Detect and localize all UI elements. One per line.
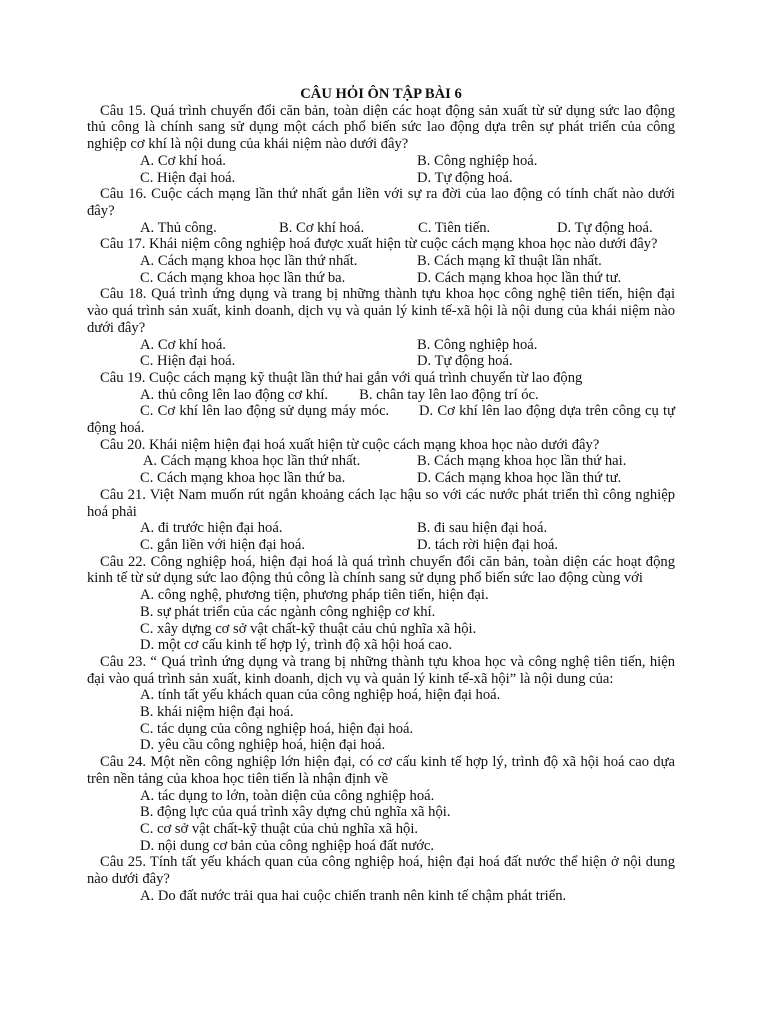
answer-option: A. tính tất yếu khách quan của công nghiệp hoá, hiện đại hoá.: [140, 687, 501, 704]
answer-option: C. tác dụng của công nghiệp hoá, hiện đại hoá.: [140, 720, 414, 737]
question-text: Câu 19. Cuộc cách mạng kỹ thuật lần thứ hai gắn với quá trình chuyển từ lao động: [100, 369, 583, 386]
question-text: Câu 25. Tính tất yếu khách quan của công nghiệp hoá, hiện đại hoá đất nước thể hiện ở nội dung nào dưới đây?: [87, 854, 675, 888]
answer-option: B. Cơ khí hoá.: [279, 219, 365, 236]
answer-option: A. đi trước hiện đại hoá.: [140, 520, 283, 537]
answer-option: A. tác dụng to lớn, toàn diện của công nghiệp hoá.: [140, 787, 435, 804]
answer-option: C. Cách mạng khoa học lần thứ ba.: [140, 470, 346, 487]
answer-option: A. công nghệ, phương tiện, phương pháp tiên tiến, hiện đại.: [140, 587, 489, 604]
answer-row: [87, 353, 675, 370]
question-text: Câu 18. Quá trình ứng dụng và trang bị những thành tựu khoa học công nghệ tiên tiến, hiện đại vào quá trình sản xuất, kinh doanh, dịch vụ và quản lý kinh tế-xã hội là nội dung của khái niệm nào dưới đây?: [87, 286, 675, 336]
answer-option: D. Cơ khí lên lao động dựa trên công cụ tự động hoá.: [87, 403, 675, 437]
answer-row: [87, 270, 675, 287]
answer-option: A. Do đất nước trải qua hai cuộc chiến tranh nên kinh tế chậm phát triển.: [140, 887, 567, 904]
answer-option: C. cơ sở vật chất-kỹ thuật của chủ nghĩa xã hội.: [140, 820, 419, 837]
answer-row: [87, 153, 675, 170]
answer-row: [87, 220, 675, 237]
answer-row: [87, 520, 675, 537]
question-text: Câu 22. Công nghiệp hoá, hiện đại hoá là quá trình chuyển đổi căn bản, toàn diện các hoạt động kinh tế từ sử dụng sức lao động thủ công là chính sang sử dụng phổ biến sức lao động cùng với: [87, 553, 675, 587]
answer-option: A. Thủ công.: [140, 219, 217, 236]
answer-option: D. nội dung cơ bản của công nghiệp hoá đất nước.: [140, 837, 435, 854]
answer-option: C. xây dựng cơ sở vật chất-kỹ thuật cảu chủ nghĩa xã hội.: [140, 620, 477, 637]
answer-option: A. Cách mạng khoa học lần thứ nhất.: [140, 253, 358, 270]
answer-row: [87, 337, 675, 354]
answer-option: B. Cách mạng kĩ thuật lần nhất.: [417, 253, 602, 270]
answer-option: D. yêu cầu công nghiệp hoá, hiện đại hoá.: [140, 737, 386, 754]
answer-option: B. Cách mạng khoa học lần thứ hai.: [417, 453, 627, 470]
answer-line: [87, 403, 675, 436]
answer-row: [87, 537, 675, 554]
answer-line: [87, 387, 675, 404]
answer-option: B. khái niệm hiện đại hoá.: [140, 704, 294, 721]
document-page: [87, 86, 675, 904]
answer-option: B. Công nghiệp hoá.: [417, 336, 538, 353]
answer-row: [87, 170, 675, 187]
answer-option: D. Cách mạng khoa học lần thứ tư.: [417, 269, 622, 286]
question-text: Câu 23. “ Quá trình ứng dụng và trang bị những thành tựu khoa học và công nghệ tiên tiến, hiện đại vào quá trình sản xuất, kinh doanh, dịch vụ và quản lý kinh tế-xã hội” là nội dung của:: [87, 653, 675, 687]
answer-option: C. Hiện đại hoá.: [140, 353, 236, 370]
answer-option: B. Công nghiệp hoá.: [417, 152, 538, 169]
answer-option: A. Cơ khí hoá.: [140, 152, 226, 169]
answer-row: [87, 453, 675, 470]
answer-option: A. thủ công lên lao động cơ khí.: [140, 386, 329, 403]
answer-option: D. Tự động hoá.: [417, 353, 513, 370]
page-title: CÂU HỎI ÔN TẬP BÀI 6: [300, 86, 462, 102]
answer-option: C. Hiện đại hoá.: [140, 169, 236, 186]
answer-option: C. Cách mạng khoa học lần thứ ba.: [140, 269, 346, 286]
answer-row: [87, 470, 675, 487]
answer-option: B. đi sau hiện đại hoá.: [417, 520, 548, 537]
answer-option: C. Tiên tiến.: [418, 219, 491, 236]
answer-option: D. Tự động hoá.: [417, 169, 513, 186]
question-text: Câu 21. Việt Nam muốn rút ngắn khoảng cách lạc hậu so với các nước phát triển thì công nghiệp hoá phải: [87, 486, 675, 520]
answer-option: D. Cách mạng khoa học lần thứ tư.: [417, 470, 622, 487]
answer-option: A. Cách mạng khoa học lần thứ nhất.: [140, 453, 361, 470]
answer-option: B. sự phát triển của các ngành công nghiệp cơ khí.: [140, 603, 436, 620]
answer-option: A. Cơ khí hoá.: [140, 336, 226, 353]
answer-option: D. tách rời hiện đại hoá.: [417, 536, 559, 553]
question-text: Câu 16. Cuộc cách mạng lần thứ nhất gắn liền với sự ra đời của lao động có tính chất nào dưới đây?: [87, 186, 675, 219]
question-text: Câu 15. Quá trình chuyển đổi căn bản, toàn diện các hoạt động sản xuất từ sử dụng sức lao động thủ công là chính sang sử dụng một cách phổ biến sức lao động dựa trên sự phát triển của công nghiệp cơ khí là nội dung của khái niệm nào dưới đây?: [87, 102, 675, 153]
answer-row: [87, 253, 675, 270]
question-text: Câu 24. Một nền công nghiệp lớn hiện đại, có cơ cấu kinh tế hợp lý, trình độ xã hội hoá cao dựa trên nền tảng của khoa học tiên tiến là nhận định về: [87, 754, 675, 787]
answer-option: B. động lực của quá trình xây dựng chủ nghĩa xã hội.: [140, 804, 451, 821]
answer-option: B. chân tay lên lao động trí óc.: [359, 386, 539, 403]
answer-option: C. Cơ khí lên lao động sử dụng máy móc.: [140, 403, 390, 420]
answer-option: C. gắn liền với hiện đại hoá.: [140, 536, 305, 553]
answer-option: D. Tự động hoá.: [557, 219, 653, 236]
answer-option: D. một cơ cấu kinh tế hợp lý, trình độ xã hội hoá cao.: [140, 637, 453, 654]
question-text: Câu 17. Khái niệm công nghiệp hoá được xuất hiện từ cuộc cách mạng khoa học nào dưới đây?: [100, 236, 658, 253]
question-text: Câu 20. Khái niệm hiện đại hoá xuất hiện từ cuộc cách mạng khoa học nào dưới đây?: [100, 436, 600, 453]
